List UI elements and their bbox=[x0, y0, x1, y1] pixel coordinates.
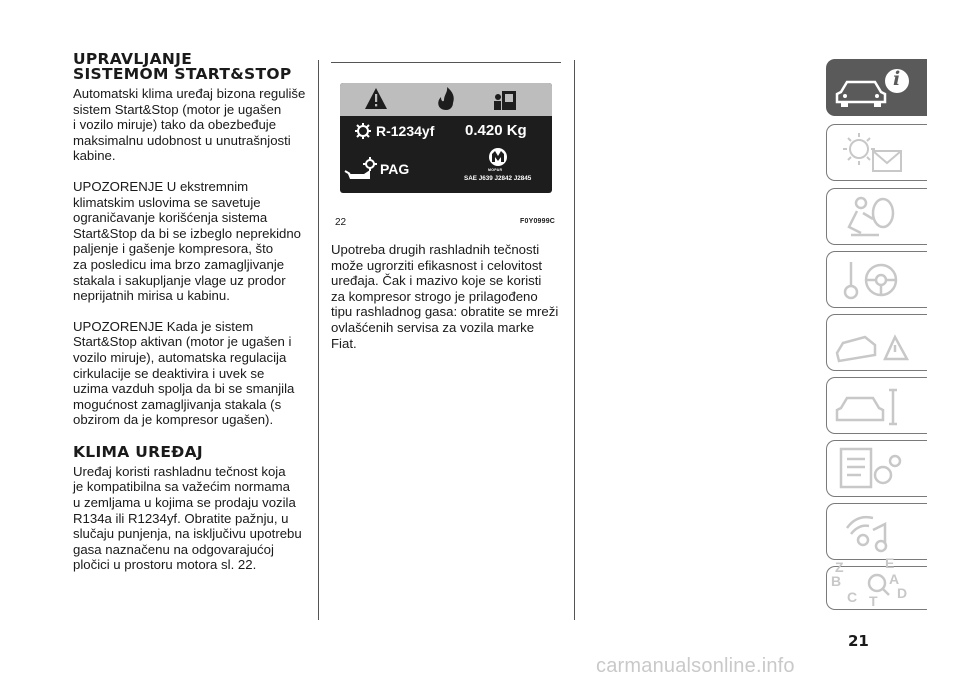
service-manual-icon bbox=[494, 91, 516, 110]
section-heading-air-conditioner: KLIMA UREĐAJ bbox=[73, 442, 203, 461]
info-letter: i bbox=[893, 68, 901, 90]
figure-top-rule bbox=[331, 62, 561, 63]
refrigerant-label-image bbox=[340, 83, 552, 193]
paragraph-other-refrigerants: Upotreba drugih rashladnih tečnosti može ugrorziti efikasnost i celovitost uređaja. Čak i mazivo koje se koristi za kompresor strogo je prilagođeno tipu rashladnog gasa: obratite se mreži ovlašćenih servisa za vozila marke Fiat. bbox=[331, 242, 559, 351]
figure-code: F0Y0999C bbox=[520, 218, 556, 225]
index-letter-d: D bbox=[897, 585, 908, 601]
middle-column bbox=[331, 242, 563, 366]
paragraph-start-stop-intro: Automatski klima uređaj bizona reguliše sistem Start&Stop (motor je ugašen i vozilo miruje) tako da obezbeđuje maksimalnu udobnost u unutrašnjosti kabine. bbox=[73, 86, 306, 164]
paragraph-warning-extreme-climate: UPOZORENJE U ekstremnim klimatskim uslovima se savetuje ograničavanje korišćenja sistema Start&Stop da bi se izbeglo neprekidno paljenje i gašenje kompresora, što za posledicu ima brzo zamagljivanje stakala i sakupljanje vlage uz prodor neprijatnih mirisa u kabinu. bbox=[73, 178, 301, 304]
column-divider-left bbox=[318, 60, 319, 620]
paragraph-warning-start-stop-active: UPOZORENJE Kada je sistem Start&Stop aktivan (motor je ugašen i vozilo miruje), automatska regulacija cirkulacije se deaktivira i uvek se uzima vazduh spolja da bi se smanjila mogućnost zamagljivanja stakala (s obzirom da je kompresor ugašen). bbox=[73, 318, 295, 428]
mopar-wordmark: MOPAR bbox=[488, 168, 503, 172]
index-letter-a: A bbox=[889, 571, 900, 587]
left-column bbox=[73, 52, 313, 588]
tab-emergency[interactable] bbox=[826, 314, 927, 371]
index-letter-z: Z bbox=[835, 559, 844, 575]
index-letter-c: C bbox=[847, 589, 858, 605]
mopar-logo-icon bbox=[489, 148, 507, 166]
index-letter-b: B bbox=[831, 573, 842, 589]
refrigerant-amount: 0.420 Kg bbox=[465, 122, 527, 139]
tab-maintenance[interactable] bbox=[826, 377, 927, 434]
emergency-warning-icon bbox=[827, 315, 928, 372]
watermark: carmanualsonline.info bbox=[596, 655, 795, 677]
sae-standards: SAE J639 J2842 J2845 bbox=[464, 175, 532, 182]
column-divider-right bbox=[574, 60, 575, 620]
oil-gear-icon bbox=[363, 157, 377, 171]
tab-multimedia[interactable] bbox=[826, 503, 927, 560]
tab-specifications[interactable] bbox=[826, 440, 927, 497]
car-maintenance-icon bbox=[827, 378, 928, 435]
car-info-icon bbox=[827, 60, 928, 117]
dashboard-lights-icon bbox=[827, 125, 928, 182]
tab-dashboard-lights[interactable] bbox=[826, 124, 927, 181]
refrigerant-gear-icon bbox=[355, 123, 371, 139]
refrigerant-type: R-1234yf bbox=[376, 123, 435, 139]
tab-safety[interactable] bbox=[826, 188, 927, 245]
oil-can-icon bbox=[345, 170, 370, 179]
tab-starting-driving[interactable] bbox=[826, 251, 927, 308]
tab-index[interactable] bbox=[826, 555, 927, 610]
key-steering-wheel-icon bbox=[827, 252, 928, 309]
airbag-safety-icon bbox=[827, 189, 928, 246]
index-letter-t: T bbox=[869, 593, 878, 609]
tab-car-info[interactable] bbox=[826, 59, 927, 116]
paragraph-refrigerant-compatibility: Uređaj koristi rashladnu tečnost koja je kompatibilna sa važećim normama u zemljama u kojima se prodaju vozila R134a ili R1234yf. Obratite pažnju, u slučaju punjenja, na isključivu upotrebu gasa naznačenu na odgovarajućoj pločici u prostoru motora sl. 22. bbox=[73, 463, 302, 573]
multimedia-icon bbox=[827, 504, 928, 561]
oil-type: PAG bbox=[380, 161, 410, 177]
specifications-icon bbox=[827, 441, 928, 498]
page-number: 21 bbox=[848, 632, 869, 650]
flammable-icon bbox=[438, 87, 453, 110]
figure-number: 22 bbox=[335, 217, 347, 228]
index-letter-e: E bbox=[885, 555, 895, 571]
section-heading-start-stop: UPRAVLJANJE SISTEMOM START&STOP bbox=[73, 50, 292, 83]
warning-triangle-icon bbox=[365, 88, 387, 109]
